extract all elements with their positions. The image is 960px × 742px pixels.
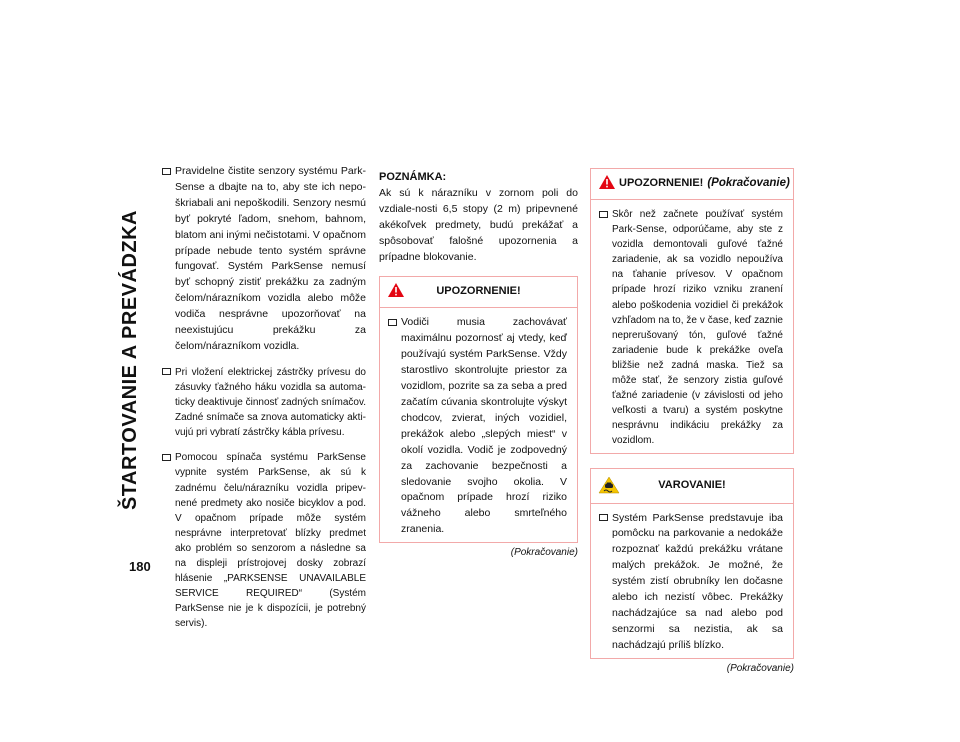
caution-box: [590, 468, 794, 659]
square-bullet-icon: [599, 514, 608, 521]
column-left: [162, 164, 366, 631]
warning-box-header: [380, 277, 577, 308]
bullet-text: Systém ParkSense predstavuje iba pomôcku na parkovanie a nedokáže rozpoznať každú prekážku vrátane malých prekážok. Je možné, že systém zistí obrubníky len dočasne alebo ich nezistí vôbec. Prekážky nachádzajúce sa nad alebo pod senzormi sa nezistia, ak sa nachádzajú príliš blízko.: [612, 511, 783, 651]
warning-title-suffix: (Pokračovanie): [707, 177, 790, 190]
caution-box-body: [591, 504, 793, 658]
bullet-text: Pomocou spínača systému ParkSense vypnite systém ParkSense, ak sú k zadnému čelu/nárazníku vozidla pripev-nené predmety ako nosiče bicyklov a pod. V opačnom prípade môže systém nesprávne interpretovať blízky predmet ako problém so senzorom a následne sa na displeji prístrojovej dosky zobrazí hlásenie „PARKSENSE UNAVAILABLE SERVICE REQUIRED“ (Systém ParkSense nie je k dispozícii, je potrebný servis).: [175, 452, 366, 630]
column-middle: [379, 170, 578, 561]
column-right: [590, 168, 794, 677]
warning-title: UPOZORNENIE!: [619, 177, 704, 190]
section-title: ŠTARTOVANIE A PREVÁDZKA: [119, 209, 141, 511]
warning-title: UPOZORNENIE!: [436, 285, 521, 298]
page-number: 180: [129, 559, 151, 574]
list-item: [599, 511, 783, 654]
bullet-text: Pri vložení elektrickej zástrčky prívesu do zásuvky ťažného háku vozidla sa automa-ticky deaktivuje činnosť zadných snímačov. Zadné snímače sa znova automaticky akti-vujú pri vybratí zástrčky kábla prívesu.: [175, 366, 366, 439]
square-bullet-icon: [388, 319, 397, 326]
bullet-text: Skôr než začnete používať systém Park-Sense, odporúčame, aby ste z vozidla demontovali guľové ťažné zariadenie, ak sa vozidlo nepoužíva na ťahanie prívesov. V opačnom prípade hrozí riziko vzniku zranení alebo poškodenia vozidiel či prekážok vzhľadom na to, že v čase, keď zaznie neprerušovaný tón, guľové ťažné zariadenie bude k prekážke oveľa bližšie než zadná maska. Tiež sa môže stať, že senzory zistia guľové ťažné zariadenie (v závislosti od jeho veľkosti a tvaru) a systém poskytne nesprávnu indikáciu prekážky za vozidlom.: [612, 209, 783, 447]
warning-box-continued: [590, 168, 794, 454]
square-bullet-icon: [162, 368, 171, 375]
square-bullet-icon: [162, 168, 171, 175]
square-bullet-icon: [599, 211, 608, 218]
warning-triangle-icon: [387, 282, 405, 304]
bullet-text: Vodiči musia zachovávať maximálnu pozornosť aj vtedy, keď používajú systém ParkSense. Vždy starostlivo skontrolujte priestor za vozidlom, pozrite sa za seba a pred začatím cúvania skontrolujte výskyt chodcov, zvierat, iných vozidiel, prekážok alebo „slepých miest“ v okolí vozidla. Vodič je zodpovedný za zachovanie bezpečnosti a sledovanie svojho okolia. V opačnom prípade hrozí riziko vážneho alebo smrteľného zranenia.: [401, 316, 567, 536]
warning-box: [379, 276, 578, 543]
warning-box-header: [591, 169, 793, 200]
list-item: [388, 315, 567, 538]
caution-title: VAROVANIE!: [658, 478, 726, 491]
warning-box-body: [591, 200, 793, 453]
square-bullet-icon: [162, 454, 171, 461]
continued-label: (Pokračovanie): [726, 662, 794, 674]
list-item: [162, 164, 366, 355]
note-heading: POZNÁMKA:: [379, 171, 447, 183]
warning-triangle-icon: [598, 174, 616, 196]
list-item: [162, 450, 366, 631]
caution-box-header: [591, 469, 793, 504]
warning-box-body: [380, 308, 577, 542]
bullet-text: Pravidelne čistite senzory systému Park-Sense a dbajte na to, aby ste ich nepo-škriabali ani nepoškodili. Senzory nesmú byť pokryté ľadom, snehom, bahnom, blatom ani inými nečistotami. V opačnom prípade nebude tento systém správne fungovať. Systém ParkSense nemusí byť schopný zistiť prekážku za zadným čelom/nárazníkom vozidla alebo môže vodiča nesprávne upozorňovať na neexistujúcu prekážku za čelom/nárazníkom vozidla.: [175, 165, 366, 352]
continued-label: (Pokračovanie): [510, 547, 578, 559]
list-item: [599, 207, 783, 449]
list-item: [162, 365, 366, 440]
car-skid-icon: [598, 476, 620, 500]
note-text: Ak sú k nárazníku v zornom poli do vzdiale-nosti 6,5 stopy (2 m) pripevnené akékoľvek predmety, budú prekážať a spôsobovať falošné upozornenia a prípadne blokovanie.: [379, 186, 578, 263]
